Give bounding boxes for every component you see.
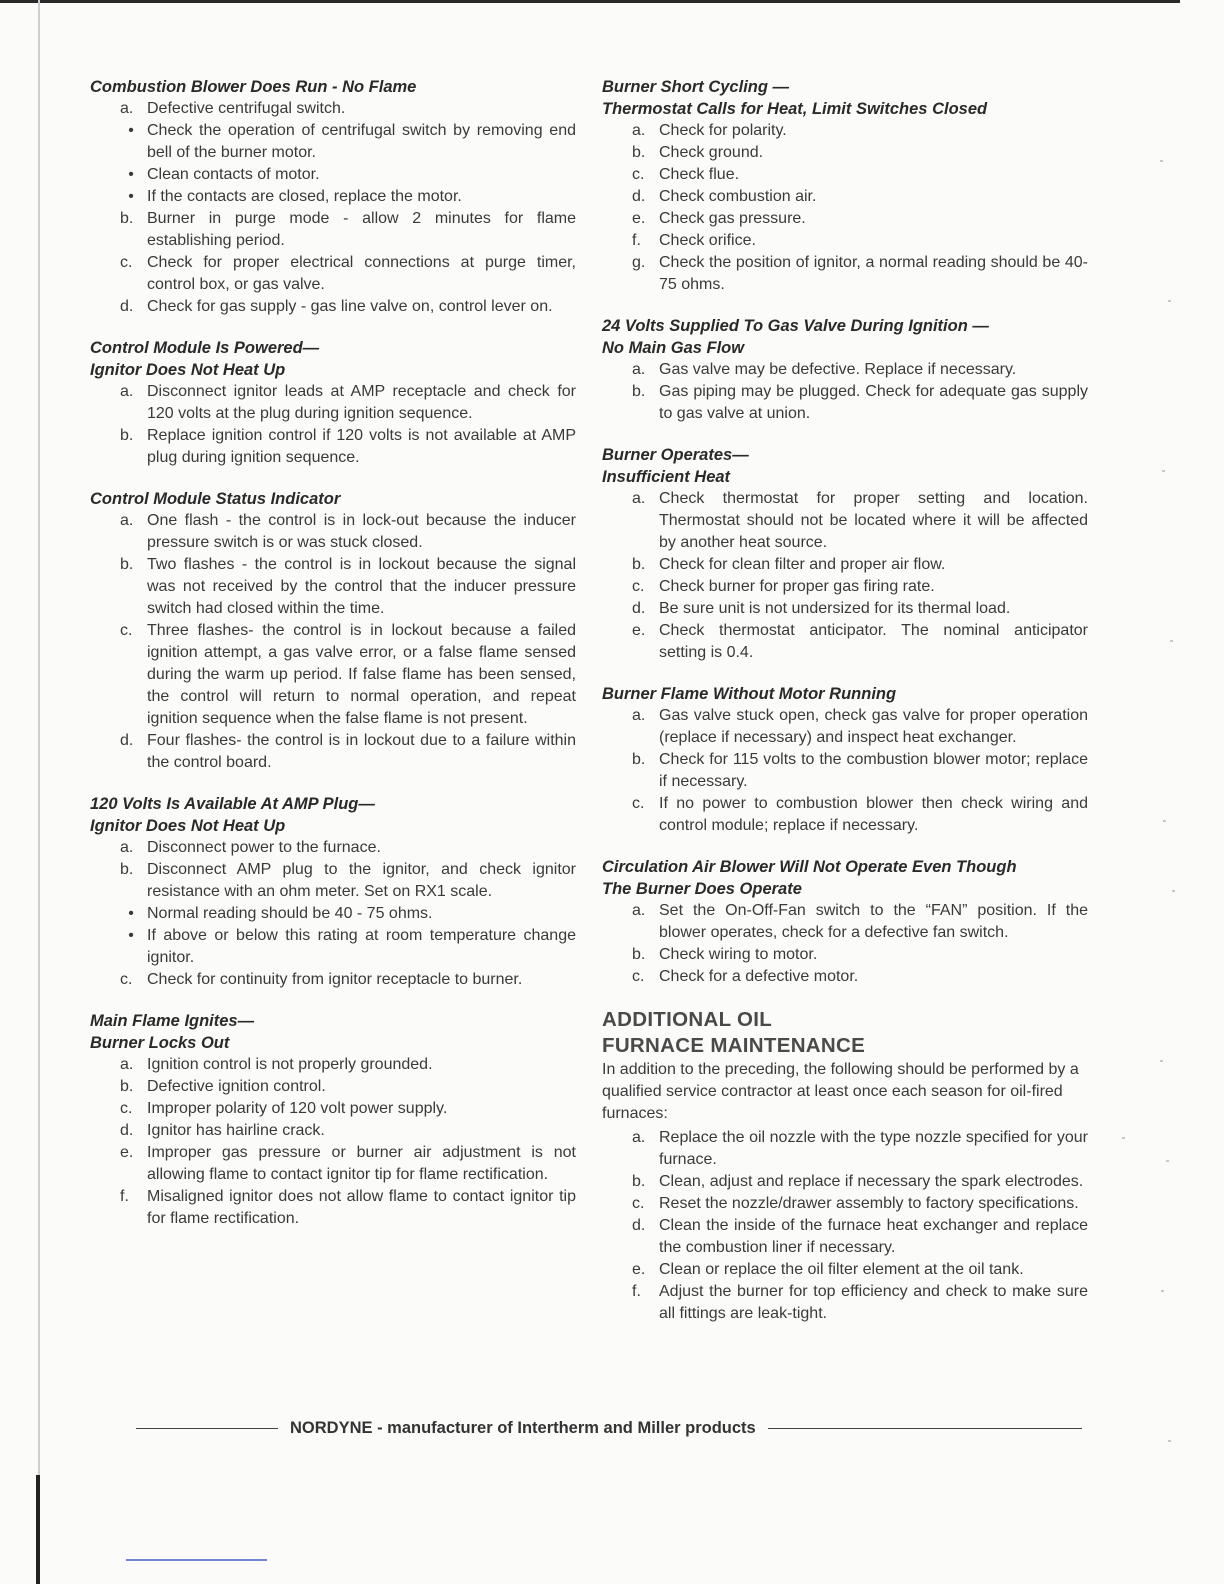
section-24-volts-supplied-to-gas-valve-during-ig <box>602 315 1088 425</box>
list-marker: f. <box>120 1188 129 1205</box>
list-marker: c. <box>120 1100 133 1117</box>
list-item <box>120 1076 576 1098</box>
section-title-line: 24 Volts Supplied To Gas Valve During Ignition — <box>602 317 989 335</box>
list-item-text: Clean, adjust and replace if necessary the spark electrodes. <box>659 1173 1084 1190</box>
list-item-text: Gas piping may be plugged. Check for adequate gas supply to gas valve at union. <box>659 383 1088 422</box>
list-item <box>120 925 576 969</box>
maintenance-heading-line-2: FURNACE MAINTENANCE <box>602 1034 866 1057</box>
list-item-text: Two flashes - the control is in lockout because the signal was not received by the control that the inducer pressure switch had closed within the time. <box>147 556 576 617</box>
list-marker: a. <box>120 383 134 400</box>
list-item-text: Ignition control is not properly grounded. <box>147 1056 433 1073</box>
list-marker: b. <box>632 556 646 573</box>
list-item-text: Normal reading should be 40 - 75 ohms. <box>147 905 433 922</box>
list-marker: a. <box>632 361 646 378</box>
list-item-text: Disconnect ignitor leads at AMP receptacle and check for 120 volts at the plug during ignition sequence. <box>147 383 576 422</box>
list-marker: a. <box>120 1056 134 1073</box>
section-list <box>602 488 1088 664</box>
list-marker: • <box>128 166 134 183</box>
section-120-volts-is-available-at-amp-plug-ignit <box>90 793 576 991</box>
list-marker: a. <box>632 490 646 507</box>
section-list <box>90 837 576 991</box>
list-marker: c. <box>120 971 133 988</box>
section-circulation-air-blower-will-not-operate- <box>602 856 1088 988</box>
section-title-line: Control Module Is Powered— <box>90 339 320 357</box>
list-item-text: Check for clean filter and proper air flow. <box>659 556 946 573</box>
list-item <box>120 620 576 730</box>
page-left-edge <box>38 0 40 1584</box>
list-item-text: Check the position of ignitor, a normal reading should be 40-75 ohms. <box>659 254 1088 293</box>
list-marker: • <box>128 905 134 922</box>
list-marker: c. <box>632 795 645 812</box>
section-title-line: Control Module Status Indicator <box>90 490 341 508</box>
list-item <box>120 554 576 620</box>
list-item <box>632 966 1088 988</box>
maintenance-heading <box>602 1007 1088 1059</box>
list-marker: b. <box>632 383 646 400</box>
section-list <box>90 510 576 774</box>
section-burner-short-cycling-thermostat-calls-fo <box>602 76 1088 296</box>
list-item <box>120 252 576 296</box>
list-item <box>632 142 1088 164</box>
list-item-text: Disconnect AMP plug to the ignitor, and check ignitor resistance with an ohm meter. Set on RX1 scale. <box>147 861 576 900</box>
section-title <box>90 337 576 381</box>
footer-rule-left <box>136 1428 278 1429</box>
section-title-line: Burner Operates— <box>602 446 749 464</box>
section-title-line: No Main Gas Flow <box>602 339 745 357</box>
section-title-line: The Burner Does Operate <box>602 880 802 898</box>
list-marker: a. <box>632 122 646 139</box>
list-marker: a. <box>120 839 134 856</box>
list-item <box>632 381 1088 425</box>
list-marker: d. <box>632 600 646 617</box>
list-item-text: Disconnect power to the furnace. <box>147 839 381 856</box>
list-item <box>120 837 576 859</box>
right-column <box>602 76 1088 1325</box>
list-item-text: Clean or replace the oil filter element at the oil tank. <box>659 1261 1024 1278</box>
list-item <box>120 1186 576 1230</box>
list-item-text: Check for gas supply - gas line valve on, control lever on. <box>147 298 553 315</box>
list-item <box>632 252 1088 296</box>
list-item-text: Check orifice. <box>659 232 756 249</box>
list-item-text: Check gas pressure. <box>659 210 806 227</box>
list-item-text: Three flashes- the control is in lockout because a failed ignition attempt, a gas valve error, or a false flame sensed during the warm up period. If false flame has been sensed, the control will return to normal operation, and repeat ignition sequence when the false flame is not present. <box>147 622 576 727</box>
list-item-text: Defective ignition control. <box>147 1078 326 1095</box>
list-item <box>632 749 1088 793</box>
list-item <box>120 510 576 554</box>
list-item-text: Check flue. <box>659 166 740 183</box>
list-item <box>632 1193 1088 1215</box>
list-item-text: Defective centrifugal switch. <box>147 100 346 117</box>
maintenance-list <box>602 1127 1088 1325</box>
list-item <box>632 1259 1088 1281</box>
section-title-line: Insufficient Heat <box>602 468 731 486</box>
list-item-text: Check for continuity from ignitor receptacle to burner. <box>147 971 523 988</box>
list-item <box>632 1281 1088 1325</box>
list-marker: d. <box>120 1122 134 1139</box>
list-item-text: Check for 115 volts to the combustion blower motor; replace if necessary. <box>659 751 1088 790</box>
section-title <box>90 793 576 837</box>
list-item <box>632 620 1088 664</box>
section-title <box>602 683 1088 705</box>
list-marker: g. <box>632 254 646 271</box>
list-item <box>120 1098 576 1120</box>
list-marker: e. <box>632 210 646 227</box>
list-item <box>120 381 576 425</box>
section-list <box>602 359 1088 425</box>
section-title <box>90 1010 576 1054</box>
list-item <box>120 208 576 252</box>
list-item <box>632 554 1088 576</box>
list-marker: c. <box>632 968 645 985</box>
list-marker: b. <box>120 861 134 878</box>
page-left-edge-shadow <box>36 1475 40 1584</box>
list-marker: e. <box>120 1144 134 1161</box>
section-list <box>90 98 576 318</box>
list-item <box>632 1171 1088 1193</box>
list-marker: b. <box>632 1173 646 1190</box>
list-item-text: Be sure unit is not undersized for its thermal load. <box>659 600 1011 617</box>
list-item <box>632 488 1088 554</box>
list-item <box>632 900 1088 944</box>
list-marker: c. <box>120 254 133 271</box>
section-title-line: 120 Volts Is Available At AMP Plug— <box>90 795 375 813</box>
list-marker: e. <box>632 622 646 639</box>
list-item <box>120 164 576 186</box>
section-control-module-is-powered-ignitor-does-n <box>90 337 576 469</box>
list-item <box>120 859 576 903</box>
section-list <box>602 120 1088 296</box>
list-marker: b. <box>120 427 134 444</box>
list-item <box>120 120 576 164</box>
list-item <box>632 230 1088 252</box>
list-item-text: Improper gas pressure or burner air adjustment is not allowing flame to contact ignitor tip for flame rectification. <box>147 1144 576 1183</box>
list-marker: c. <box>120 622 133 639</box>
section-list <box>90 1054 576 1230</box>
list-item <box>120 969 576 991</box>
section-title-line: Ignitor Does Not Heat Up <box>90 817 286 835</box>
list-item <box>632 1127 1088 1171</box>
list-marker: a. <box>120 512 134 529</box>
section-title-line: Main Flame Ignites— <box>90 1012 255 1030</box>
list-marker: b. <box>120 210 134 227</box>
list-item <box>632 576 1088 598</box>
list-item <box>632 705 1088 749</box>
list-item-text: Check thermostat anticipator. The nominal anticipator setting is 0.4. <box>659 622 1088 661</box>
section-list <box>602 900 1088 988</box>
list-item-text: Improper polarity of 120 volt power supply. <box>147 1100 448 1117</box>
section-combustion-blower-does-run-no-flame <box>90 76 576 318</box>
list-marker: d. <box>632 188 646 205</box>
section-title-line: Thermostat Calls for Heat, Limit Switches Closed <box>602 100 988 118</box>
section-list <box>602 705 1088 837</box>
list-marker: b. <box>120 556 134 573</box>
list-item-text: Gas valve stuck open, check gas valve for proper operation (replace if necessary) and inspect heat exchanger. <box>659 707 1088 746</box>
list-item-text: Check burner for proper gas firing rate. <box>659 578 935 595</box>
list-item-text: Clean contacts of motor. <box>147 166 320 183</box>
list-item-text: Misaligned ignitor does not allow flame to contact ignitor tip for flame rectification. <box>147 1188 576 1227</box>
list-item-text: If the contacts are closed, replace the motor. <box>147 188 462 205</box>
list-item <box>632 208 1088 230</box>
list-marker: c. <box>632 166 645 183</box>
list-item-text: Check wiring to motor. <box>659 946 818 963</box>
list-marker: • <box>128 188 134 205</box>
list-item-text: Check ground. <box>659 144 764 161</box>
list-item <box>120 186 576 208</box>
section-title <box>602 76 1088 120</box>
list-item <box>632 164 1088 186</box>
list-item-text: Four flashes- the control is in lockout due to a failure within the control board. <box>147 732 576 771</box>
list-marker: b. <box>632 144 646 161</box>
section-title <box>602 315 1088 359</box>
section-title-line: Combustion Blower Does Run - No Flame <box>90 78 417 96</box>
list-item <box>632 793 1088 837</box>
section-main-flame-ignites-burner-locks-out <box>90 1010 576 1230</box>
list-item-text: Burner in purge mode - allow 2 minutes for flame establishing period. <box>147 210 576 249</box>
section-title <box>90 488 576 510</box>
list-marker: • <box>128 927 134 944</box>
list-item-text: Check combustion air. <box>659 188 817 205</box>
list-item-text: Check for polarity. <box>659 122 787 139</box>
left-column <box>90 76 576 1249</box>
list-marker: a. <box>120 100 134 117</box>
list-marker: a. <box>632 1129 646 1146</box>
list-item-text: Check the operation of centrifugal switch by removing end bell of the burner motor. <box>147 122 576 161</box>
page-footer <box>136 1417 1082 1439</box>
footer-text: NORDYNE - manufacturer of Intertherm and Miller products <box>290 1418 756 1437</box>
list-marker: b. <box>632 751 646 768</box>
section-title-line: Circulation Air Blower Will Not Operate Even Though <box>602 858 1017 876</box>
list-item-text: Replace ignition control if 120 volts is not available at AMP plug during ignition sequence. <box>147 427 576 466</box>
section-control-module-status-indicator <box>90 488 576 774</box>
section-title-line: Burner Locks Out <box>90 1034 230 1052</box>
list-item <box>120 296 576 318</box>
list-marker: • <box>128 122 134 139</box>
list-item <box>120 1120 576 1142</box>
top-border-rule <box>0 0 1180 3</box>
list-marker: b. <box>632 946 646 963</box>
list-marker: d. <box>632 1217 646 1234</box>
list-item <box>120 425 576 469</box>
list-item-text: If above or below this rating at room temperature change ignitor. <box>147 927 576 966</box>
list-item <box>632 186 1088 208</box>
list-item-text: Adjust the burner for top efficiency and check to make sure all fittings are leak-tight. <box>659 1283 1088 1322</box>
list-item-text: Reset the nozzle/drawer assembly to factory specifications. <box>659 1195 1079 1212</box>
list-item-text: If no power to combustion blower then check wiring and control module; replace if necessary. <box>659 795 1088 834</box>
section-title <box>602 444 1088 488</box>
list-marker: d. <box>120 298 134 315</box>
section-title-line: Ignitor Does Not Heat Up <box>90 361 286 379</box>
list-marker: a. <box>632 707 646 724</box>
list-marker: d. <box>120 732 134 749</box>
footer-rule-right <box>768 1428 1082 1429</box>
list-item <box>120 1054 576 1076</box>
list-marker: a. <box>632 902 646 919</box>
list-marker: b. <box>120 1078 134 1095</box>
list-marker: f. <box>632 232 641 249</box>
list-marker: c. <box>632 578 645 595</box>
list-item <box>632 120 1088 142</box>
list-item <box>120 730 576 774</box>
right-column-sections <box>602 76 1088 988</box>
list-item <box>632 359 1088 381</box>
section-title <box>602 856 1088 900</box>
list-item-text: Check for a defective motor. <box>659 968 859 985</box>
section-list <box>90 381 576 469</box>
list-item-text: Check thermostat for proper setting and location. Thermostat should not be located where it will be affected by another heat source. <box>659 490 1088 551</box>
list-item <box>120 903 576 925</box>
list-marker: c. <box>632 1195 645 1212</box>
bottom-blue-line <box>126 1559 267 1561</box>
list-item <box>120 98 576 120</box>
list-item-text: Clean the inside of the furnace heat exchanger and replace the combustion liner if necessary. <box>659 1217 1088 1256</box>
maintenance-intro: In addition to the preceding, the following should be performed by a qualified service contractor at least once each season for oil-fired furnaces: <box>602 1061 1079 1122</box>
list-marker: f. <box>632 1283 641 1300</box>
section-title-line: Burner Short Cycling — <box>602 78 790 96</box>
list-item <box>632 944 1088 966</box>
list-item-text: Replace the oil nozzle with the type nozzle specified for your furnace. <box>659 1129 1088 1168</box>
section-burner-operates-insufficient-heat <box>602 444 1088 664</box>
list-item <box>120 1142 576 1186</box>
list-item-text: Set the On-Off-Fan switch to the “FAN” position. If the blower operates, check for a defective fan switch. <box>659 902 1088 941</box>
list-item-text: Ignitor has hairline crack. <box>147 1122 325 1139</box>
list-item-text: One flash - the control is in lock-out because the inducer pressure switch is or was stuck closed. <box>147 512 576 551</box>
list-item-text: Check for proper electrical connections at purge timer, control box, or gas valve. <box>147 254 576 293</box>
list-marker: e. <box>632 1261 646 1278</box>
list-item-text: Gas valve may be defective. Replace if necessary. <box>659 361 1017 378</box>
list-item <box>632 1215 1088 1259</box>
maintenance-heading-line-1: ADDITIONAL OIL <box>602 1008 773 1031</box>
section-title <box>90 76 576 98</box>
list-item <box>632 598 1088 620</box>
section-title-line: Burner Flame Without Motor Running <box>602 685 897 703</box>
section-burner-flame-without-motor-running <box>602 683 1088 837</box>
